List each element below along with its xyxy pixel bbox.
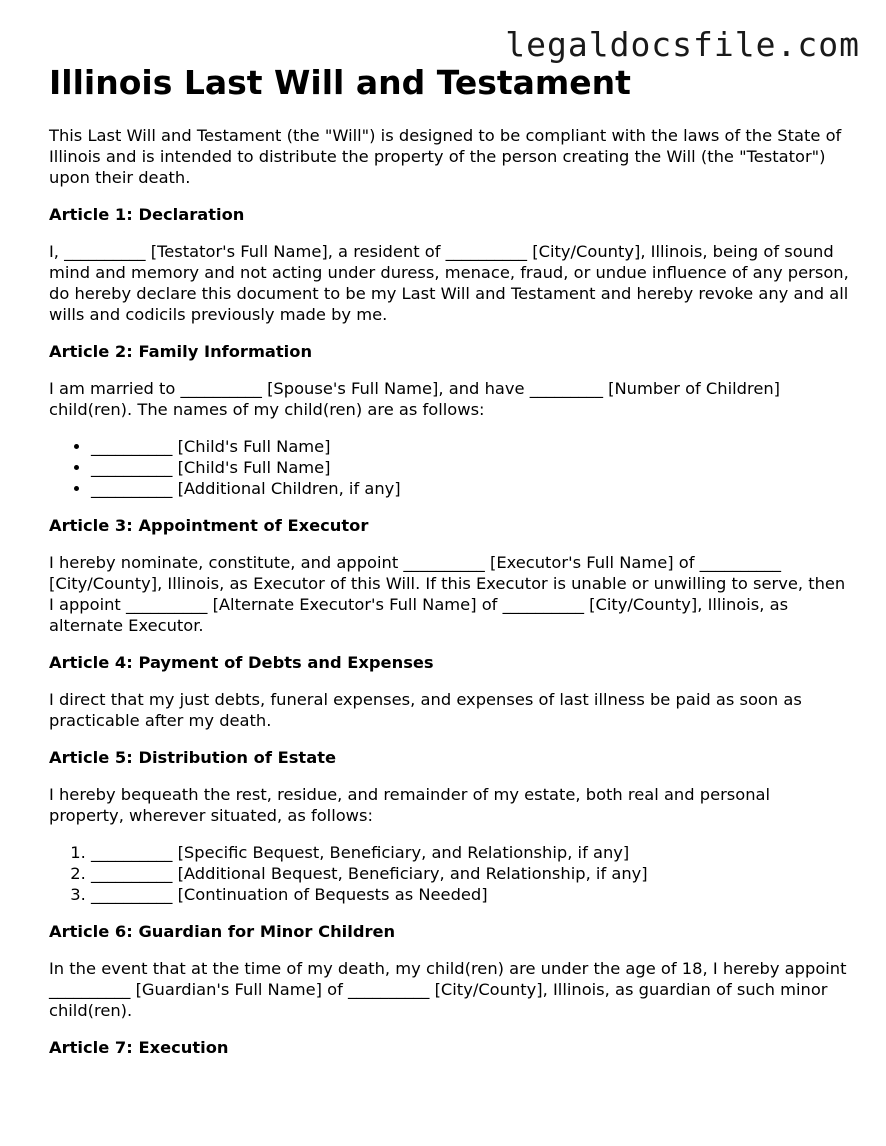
article-7-heading: Article 7: Execution [49,1038,229,1057]
article-1-heading: Article 1: Declaration [49,205,245,224]
intro-paragraph: This Last Will and Testament (the "Will") is designed to be compliant with the laws of the State of Illinois and is intended to distribute the property of the person creating the Will (the "Testator") upon their death. [49,126,842,187]
article-4-heading: Article 4: Payment of Debts and Expenses [49,653,434,672]
document-title: Illinois Last Will and Testament [49,63,631,102]
site-watermark: legaldocsfile.com [505,25,860,64]
children-list [49,436,849,499]
article-6-text: In the event that at the time of my death, my child(ren) are under the age of 18, I hereby appoint __________ [Guardian's Full Name] of __________ [City/County], Illinois, as guardian of such minor child(ren). [49,959,847,1020]
article-6-heading: Article 6: Guardian for Minor Children [49,922,396,941]
article-5-text: I hereby bequeath the rest, residue, and remainder of my estate, both real and personal property, wherever situated, as follows: [49,785,771,825]
list-item: • __________ [Child's Full Name] [91,436,849,457]
article-1-text: I, __________ [Testator's Full Name], a resident of __________ [City/County], Illinois, being of sound mind and memory and not acting under duress, menace, fraud, or undue influence of any person, do hereby declare this document to be my Last Will and Testament and hereby revoke any and all wills and codicils previously made by me. [49,242,849,324]
list-item: • __________ [Child's Full Name] [91,457,849,478]
article-2-heading: Article 2: Family Information [49,342,313,361]
list-item: 1. __________ [Specific Bequest, Beneficiary, and Relationship, if any] [91,842,849,863]
article-5-heading: Article 5: Distribution of Estate [49,748,337,767]
article-4-text: I direct that my just debts, funeral expenses, and expenses of last illness be paid as soon as practicable after my death. [49,690,802,730]
document-body [49,64,849,1074]
list-item: 3. __________ [Continuation of Bequests as Needed] [91,884,849,905]
article-2-text: I am married to __________ [Spouse's Full Name], and have _________ [Number of Children] child(ren). The names of my child(ren) are as follows: [49,379,781,419]
article-3-text: I hereby nominate, constitute, and appoint __________ [Executor's Full Name] of __________ [City/County], Illinois, as Executor of this Will. If this Executor is unable or unwilling to serve, then I appoint __________ [Alternate Executor's Full Name] of __________ [City/County], Illinois, as alternate Executor. [49,553,846,635]
article-3-heading: Article 3: Appointment of Executor [49,516,369,535]
list-item: • __________ [Additional Children, if any] [91,478,849,499]
bequest-list [49,842,849,905]
list-item: 2. __________ [Additional Bequest, Beneficiary, and Relationship, if any] [91,863,849,884]
